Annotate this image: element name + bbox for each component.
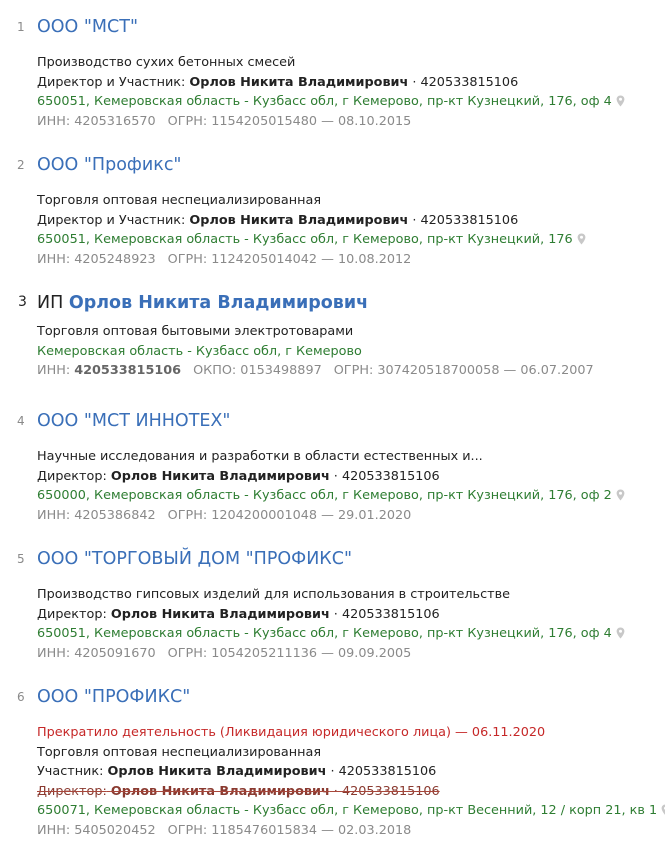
address-line [37,801,657,821]
person-inn: 420533815106 [341,468,440,484]
status-closed-text: Прекратило деятельность (Ликвидация юридического лица) — 06.11.2020 [37,725,546,740]
former-role-line [37,782,657,802]
address-line [37,624,657,644]
map-pin-icon[interactable] [616,488,625,508]
entrepreneur-title-link[interactable] [37,290,657,316]
inn-text: ИНН: 4205386842 [37,507,156,523]
role-line [37,467,657,487]
activity-text: Производство гипсовых изделий для использования в строительстве [37,587,510,602]
ogrnip-text: ОГРН: 307420518700058 — 06.07.2007 [333,363,594,378]
registration-line [37,821,657,841]
person-name[interactable]: Орлов Никита Владимирович [189,74,409,90]
person-inn: 420533815106 [420,212,519,228]
ogrn-text: ОГРН: 1124205014042 — 10.08.2012 [167,251,412,267]
result-number: 5 [17,552,25,566]
address-text: 650051, Кемеровская область - Кузбасс обл, г Кемерово, пр-кт Кузнецкий, 176, оф 4 [37,94,612,109]
address-text: 650051, Кемеровская область - Кузбасс обл, г Кемерово, пр-кт Кузнецкий, 176, оф 4 [37,626,612,641]
role-label: Директор: [37,606,107,622]
activity-text: Научные исследования и разработки в области естественных и... [37,449,483,464]
inn-text: ИНН: 4205248923 [37,251,156,267]
separator: · [326,764,339,779]
map-pin-icon[interactable] [616,626,625,646]
inn-text: ИНН: 4205091670 [37,645,156,661]
role-label: Директор: [37,468,107,484]
address-line [37,230,657,250]
role-line [37,73,657,93]
inn-text: ИНН: 5405020452 [37,822,156,838]
separator: · [408,74,421,90]
activity-text: Производство сухих бетонных смесей [37,55,296,70]
inn-value: 420533815106 [74,363,182,378]
role-label: Директор и Участник: [37,74,186,90]
result-number: 2 [17,158,25,172]
registration-line [37,506,657,526]
person-name[interactable]: Орлов Никита Владимирович [110,606,330,622]
result-number: 1 [17,20,25,34]
registration-line [37,644,657,664]
person-inn: 420533815106 [338,764,437,779]
person-name[interactable]: Орлов Никита Владимирович [189,212,409,228]
former-person-inn: 420533815106 [341,783,440,799]
map-pin-icon[interactable] [661,803,665,823]
inn-text: ИНН: 4205316570 [37,113,156,129]
address-text: 650000, Кемеровская область - Кузбасс обл, г Кемерово, пр-кт Кузнецкий, 176, оф 2 [37,488,612,503]
result-number: 6 [17,690,25,704]
company-title-link[interactable]: ООО "Профикс" [37,155,182,175]
map-pin-icon[interactable] [616,94,625,114]
ogrn-text: ОГРН: 1154205015480 — 08.10.2015 [167,113,412,129]
separator: · [329,783,342,799]
person-inn: 420533815106 [420,74,519,90]
okpo-text: ОКПО: 0153498897 [193,363,322,378]
entity-type-prefix: ИП [37,293,64,313]
separator: · [329,606,342,622]
registration-line [37,250,657,270]
role-line [37,211,657,231]
former-role-label: Директор: [37,783,107,799]
result-number: 3 [18,294,27,310]
role-line [37,762,657,782]
role-line [37,605,657,625]
address-text: 650071, Кемеровская область - Кузбасс обл, г Кемерово, пр-кт Весенний, 12 / корп 21, кв 1 [37,803,658,818]
registration-line [37,361,657,381]
activity-text: Торговля оптовая неспециализированная [37,193,322,208]
person-name[interactable]: Орлов Никита Владимирович [107,764,327,779]
address-line [37,342,657,362]
former-person-name[interactable]: Орлов Никита Владимирович [110,783,330,799]
address-line [37,92,657,112]
person-inn: 420533815106 [341,606,440,622]
person-name[interactable]: Орлов Никита Владимирович [110,468,330,484]
separator: · [329,468,342,484]
company-title-link[interactable]: ООО "ТОРГОВЫЙ ДОМ "ПРОФИКС" [37,549,352,569]
separator: · [408,212,421,228]
role-label: Участник: [37,764,104,779]
entrepreneur-name: Орлов Никита Владимирович [68,293,369,313]
address-text: 650051, Кемеровская область - Кузбасс обл, г Кемерово, пр-кт Кузнецкий, 176 [37,232,573,247]
ogrn-text: ОГРН: 1204200001048 — 29.01.2020 [167,507,412,523]
company-title-link[interactable]: ООО "МСТ ИННОТЕХ" [37,411,231,431]
role-label: Директор и Участник: [37,212,186,228]
inn-label: ИНН: [37,363,71,378]
activity-text: Торговля оптовая бытовыми электротоварами [37,324,354,339]
activity-text: Торговля оптовая неспециализированная [37,744,322,760]
map-pin-icon[interactable] [577,232,586,252]
address-line [37,486,657,506]
ogrn-text: ОГРН: 1185476015834 — 02.03.2018 [167,822,412,838]
company-title-link[interactable]: ООО "ПРОФИКС" [37,687,191,707]
result-number: 4 [17,414,25,428]
address-text: Кемеровская область - Кузбасс обл, г Кемерово [37,343,362,359]
registration-line [37,112,657,132]
ogrn-text: ОГРН: 1054205211136 — 09.09.2005 [167,645,412,661]
company-title-link[interactable]: ООО "МСТ" [37,17,138,37]
